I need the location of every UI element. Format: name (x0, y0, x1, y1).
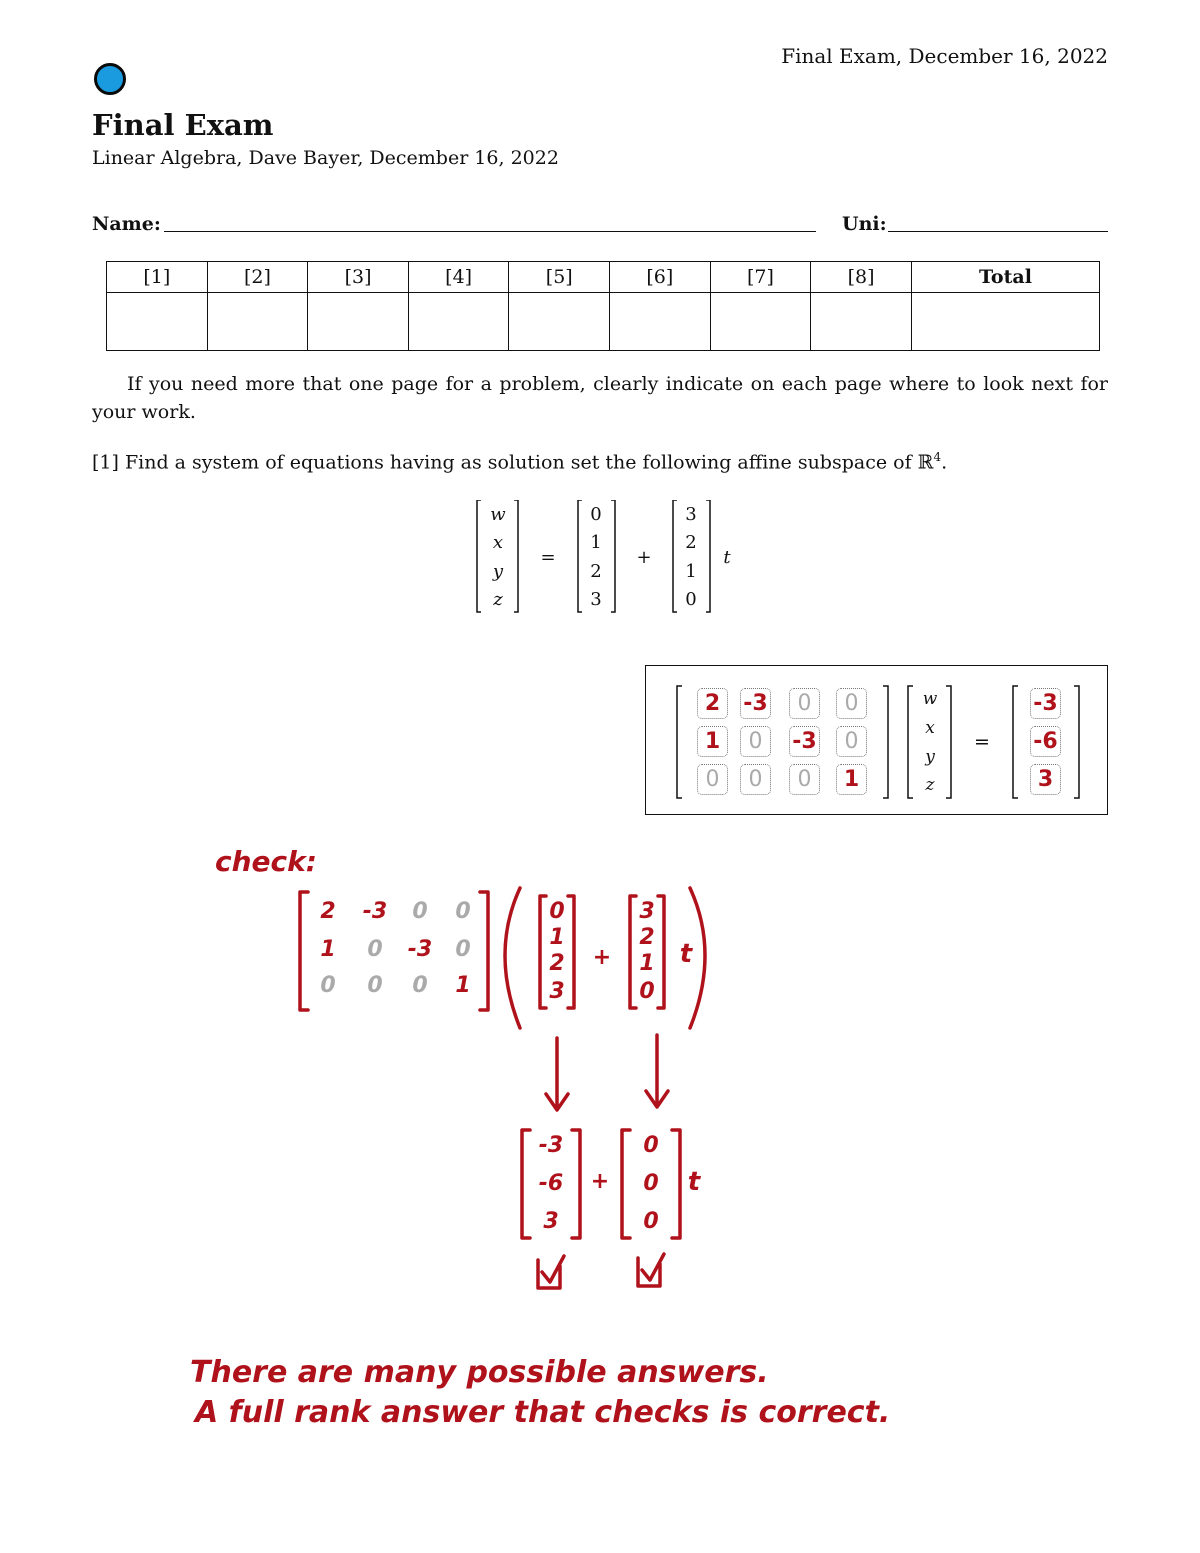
problem-text: Find a system of equations having as solution set the following affine subspace of ℝ (124, 451, 934, 474)
score-header: [7] (710, 262, 811, 293)
rhs-cell: -6 (1030, 726, 1061, 757)
answer-cell: 1 (697, 726, 728, 757)
note-line-2: A full rank answer that checks is correct. (195, 1395, 891, 1430)
answer-cell: -3 (740, 688, 771, 719)
direction-entry: 2 (685, 532, 697, 553)
score-blank-row (107, 293, 1100, 351)
result-plus: + (590, 1169, 610, 1194)
result-point-entry: -3 (538, 1133, 564, 1158)
score-header-total: Total (911, 262, 1099, 293)
answer-cell: 1 (836, 764, 867, 795)
score-header: [3] (308, 262, 409, 293)
check-entry: -3 (362, 899, 388, 924)
check-point-entry: 1 (549, 925, 565, 950)
score-cell[interactable] (509, 293, 610, 351)
score-cell[interactable] (308, 293, 409, 351)
name-uni-row (92, 213, 1108, 241)
answer-cell: 0 (789, 688, 820, 719)
var-z: z (925, 775, 935, 795)
answer-cell: 0 (836, 688, 867, 719)
direction-entry: 1 (685, 561, 697, 582)
check-entry: 2 (320, 899, 336, 924)
page-subtitle: Linear Algebra, Dave Bayer, December 16, 2022 (92, 147, 559, 169)
var-y: y (925, 747, 935, 767)
direction-entry: 3 (685, 504, 697, 525)
score-header: [2] (207, 262, 308, 293)
score-header: [6] (610, 262, 711, 293)
point-entry: 1 (590, 532, 602, 553)
equals-sign: = (540, 547, 556, 568)
uni-label: Uni: (842, 213, 887, 235)
param-t: t (723, 547, 731, 568)
running-header: Final Exam, December 16, 2022 (781, 44, 1108, 68)
answer-cell: -3 (789, 726, 820, 757)
uni-field[interactable] (888, 231, 1108, 232)
check-point-entry: 2 (549, 951, 565, 976)
instructions: If you need more that one page for a problem, clearly indicate on each page where to look next for your work. (92, 373, 1108, 423)
var-z: z (493, 589, 503, 610)
score-table (106, 261, 1100, 351)
result-param: t (687, 1167, 701, 1197)
var-w: w (490, 504, 506, 525)
page-title: Final Exam (92, 108, 274, 142)
result-point-entry: 3 (543, 1209, 559, 1234)
answer-cell: 2 (697, 688, 728, 719)
result-point-entry: -6 (538, 1171, 564, 1196)
check-entry: 1 (455, 973, 471, 998)
answer-cell: 0 (740, 726, 771, 757)
var-x: x (492, 532, 504, 553)
name-label: Name: (92, 213, 161, 235)
check-entry: 0 (367, 973, 383, 998)
answer-cell: 0 (836, 726, 867, 757)
score-header-row (107, 262, 1100, 293)
point-entry: 2 (590, 561, 602, 582)
check-direction-entry: 1 (639, 951, 655, 976)
note-line-1: There are many possible answers. (190, 1355, 769, 1390)
name-field[interactable] (164, 231, 816, 232)
score-cell[interactable] (207, 293, 308, 351)
check-entry: 0 (455, 899, 471, 924)
plus-sign: + (636, 547, 652, 568)
point-entry: 0 (590, 504, 602, 525)
equals-sign: = (974, 731, 990, 753)
answer-cell: 0 (789, 764, 820, 795)
score-cell[interactable] (107, 293, 208, 351)
affine-equation (470, 500, 740, 615)
score-header: [4] (408, 262, 509, 293)
score-cell[interactable] (811, 293, 912, 351)
check-work (280, 880, 740, 1310)
problem-end: . (941, 451, 948, 474)
check-direction-entry: 3 (639, 899, 655, 924)
check-entry: 0 (455, 937, 471, 962)
check-entry: 1 (320, 937, 336, 962)
check-point-entry: 3 (549, 979, 565, 1004)
score-cell[interactable] (710, 293, 811, 351)
check-direction-entry: 2 (639, 925, 655, 950)
rhs-cell: 3 (1030, 764, 1061, 795)
blue-dot-icon (94, 63, 126, 95)
score-header: [5] (509, 262, 610, 293)
var-y: y (492, 561, 504, 582)
score-cell-total[interactable] (911, 293, 1099, 351)
check-entry: 0 (412, 899, 428, 924)
check-point-entry: 0 (549, 899, 565, 924)
score-cell[interactable] (408, 293, 509, 351)
rhs-cell: -3 (1030, 688, 1061, 719)
answer-cell: 0 (697, 764, 728, 795)
check-label: check: (215, 845, 317, 878)
score-cell[interactable] (610, 293, 711, 351)
var-w: w (922, 689, 938, 709)
result-direction-entry: 0 (643, 1133, 659, 1158)
answer-cell: 0 (740, 764, 771, 795)
direction-entry: 0 (685, 589, 697, 610)
answer-box (645, 665, 1108, 815)
problem-exponent: 4 (933, 450, 942, 464)
check-entry: 0 (412, 973, 428, 998)
score-header: [8] (811, 262, 912, 293)
var-x: x (925, 718, 935, 738)
check-entry: 0 (367, 937, 383, 962)
result-direction-entry: 0 (643, 1171, 659, 1196)
check-entry: 0 (320, 973, 336, 998)
point-entry: 3 (590, 589, 602, 610)
problem-number: [1] (92, 451, 119, 474)
check-plus: + (592, 945, 612, 970)
check-direction-entry: 0 (639, 979, 655, 1004)
check-param: t (679, 939, 693, 969)
result-direction-entry: 0 (643, 1209, 659, 1234)
score-header: [1] (107, 262, 208, 293)
check-entry: -3 (407, 937, 433, 962)
problem-statement (92, 450, 947, 473)
